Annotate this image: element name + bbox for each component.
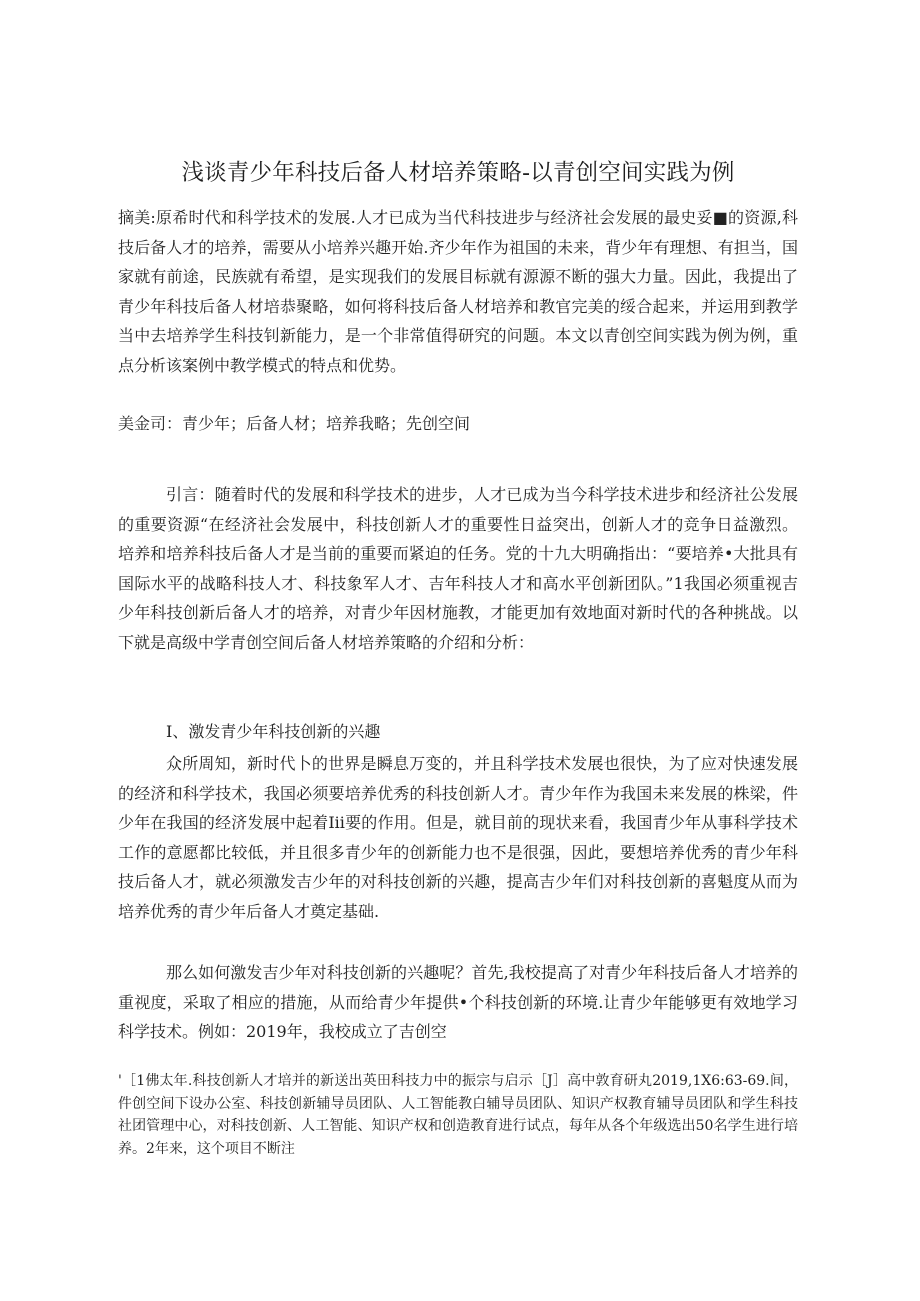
keywords-line: 美金司：青少年；后备人材；培养我略；先创空间 xyxy=(118,414,471,433)
body-paragraph-2: 那么如何激发吉少年对科技创新的兴趣呢？首先,我校提高了对青少年科技后备人才培养的重视度，采取了相应的措施，从而给青少年提供•个科技创新的环境.让青少年能够更有效地学习科学技术。例如：2019年，我校成立了吉创空 xyxy=(118,963,798,1042)
footnote: '［1佛太年.科技创新人才培并的新送出英田科技力中的振宗与启示［J］高中敦育研丸2019,1X6:63-69.间，件创空间下设办公室、科技创新辅导员团队、人工智能教白辅导员团队、知识产权教育辅导员团队和学生科技社团管理中心，对科技创新、人工智能、知识产权和创造教育进行试点，每年从各个年级选出50名学生进行培养。2年来，这个项目不断注 xyxy=(118,1073,798,1157)
abstract-paragraph: 摘美:原希时代和科学技术的发展.人才已成为当代科技进步与经济社会发展的最史妥■的资源,科技后备人才的培养，需要从小培养兴趣开始.齐少年作为祖国的未来，背少年有理想、有担当，国家就有前途，民族就有希望，是实现我们的发展目标就有源源不断的强大力量。因此，我提出了青少年科技后备人材培恭聚略，如何将科技后备人材培养和教官完美的绥合起来，并运用到教学当中去培养学生科技钊新能力，是一个非常值得研究的问题。本文以青创空间实践为例为例，重点分析该案例中教学模式的特点和优势。 xyxy=(118,208,798,375)
section-heading: I、激发青少年科技创新的兴趣 xyxy=(166,722,381,741)
document-page xyxy=(118,0,798,1301)
body-paragraph-1: 众所周知，新时代卜的世界是瞬息万变的，并且科学技术发展也很快，为了应对快速发展的经济和科学技术，我国必须要培养优秀的科技创新人才。青少年作为我国未来发展的株梁，件少年在我国的经济发展中起着Iii要的作用。但是，就目前的现状来看，我国青少年从事科学技术工作的意愿都比较低，并且很多青少年的创新能力也不是很强，因此，要想培养优秀的青少年科技后备人才，就必须激发吉少年的对科技创新的兴趣，提高吉少年们对科技创新的喜魁度从而为培养优秀的青少年后备人才奠定基础. xyxy=(118,754,798,921)
document-title: 浅谈青少年科技后备人材培养策略-以青创空间实践为例 xyxy=(181,160,735,186)
intro-paragraph: 引言：随着时代的发展和科学技术的进步，人才已成为当今科学技术进步和经济社公发展的重要资源“在经济社会发展中，科技创新人才的重要性日益突出，创新人才的竞争日益激烈。培养和培养科技后备人才是当前的重要而紧迫的任务。党的十九大明确指出：“要培养•大批具有国际水平的战略科技人才、科技象军人才、吉年科技人才和高水平创新团队。”1我国必须重视吉少年科技创新后备人才的培养，对青少年因材施教，才能更加有效地面对新时代的各种挑战。以下就是高级中学青创空间后备人材培养策略的介绍和分析： xyxy=(118,485,798,652)
